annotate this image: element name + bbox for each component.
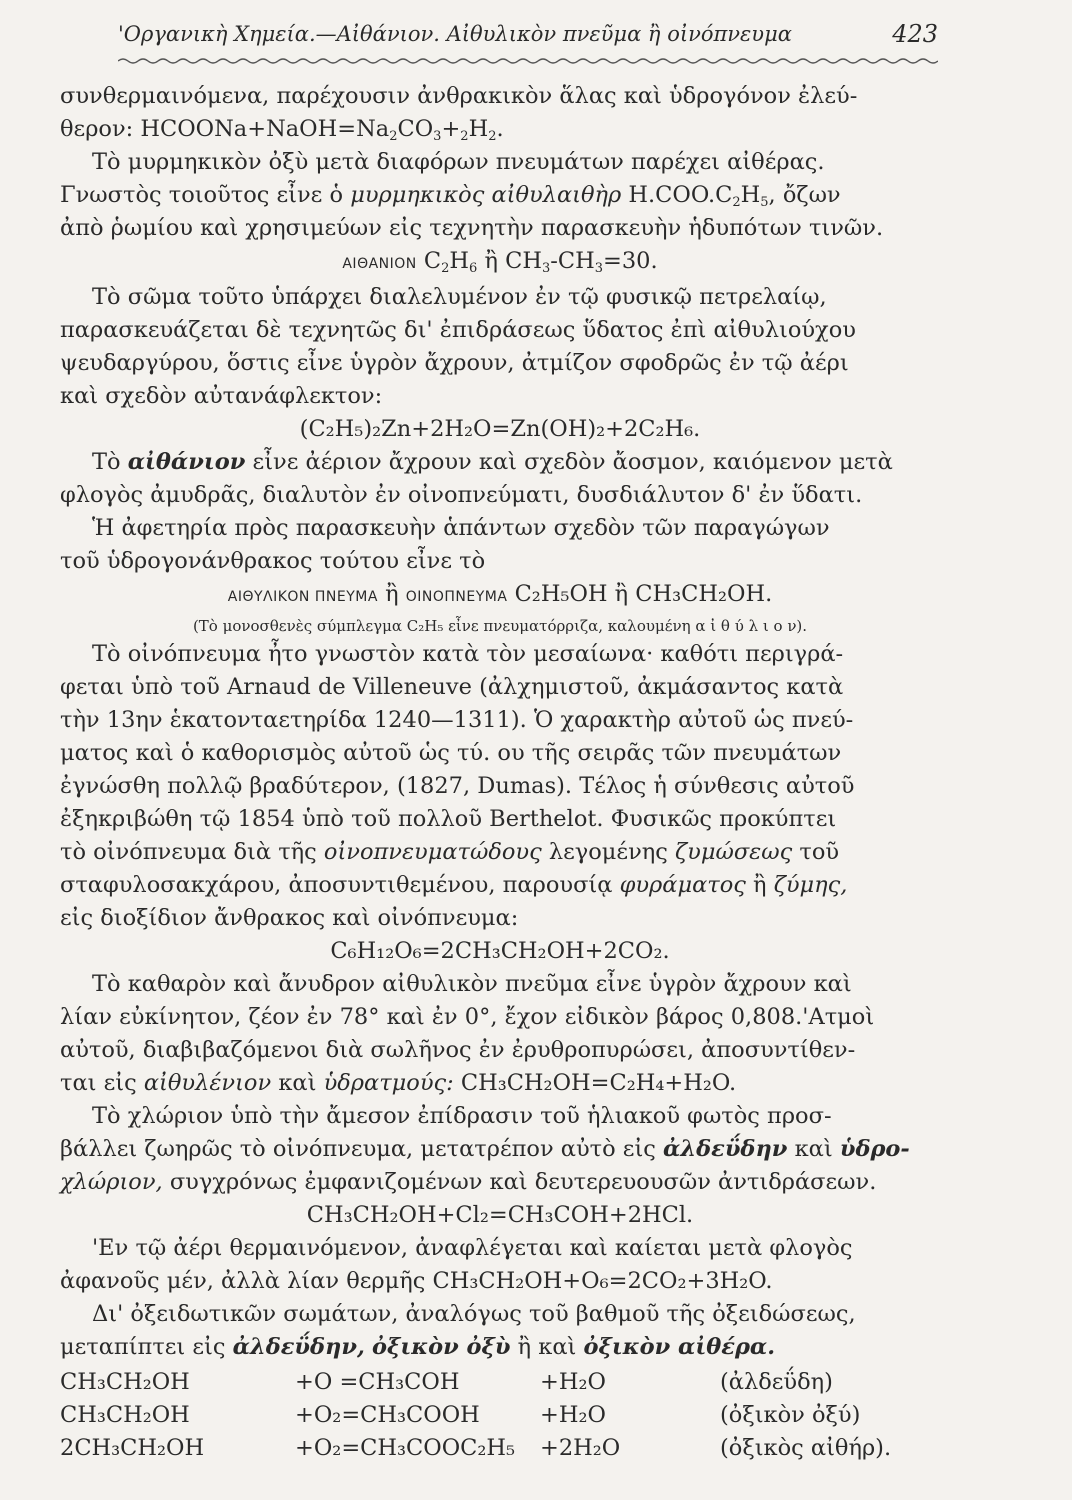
text-line: ἀπὸ ῥωμίου καὶ χρησιμεύων εἰς τεχνητὴν παρασκευὴν ἡδυπότων τινῶν. [60, 215, 884, 241]
bold-term: ἀλδεΰδην [663, 1136, 788, 1162]
text-line: τοῦ ὑδρογονάνθρακος τούτου εἶνε τὸ [60, 548, 486, 574]
text-line: τὴν 13ην ἑκατονταετηρίδα 1240—1311). Ὁ χαρακτὴρ αὐτοῦ ὡς πνεύ- [60, 707, 854, 733]
text-line: συγχρόνως ἐμφανιζομένων καὶ δευτερευουσῶν ἀντιδράσεων. [169, 1169, 877, 1195]
italic-term: χλώριον, [60, 1169, 163, 1195]
byproduct: +2H₂O [540, 1435, 621, 1461]
byproduct: +H₂O [540, 1369, 606, 1395]
text-line: ἢ [753, 872, 767, 898]
text-line: Τὸ οἰνόπνευμα ἦτο γνωστὸν κατὰ τὸν μεσαίωνα· καθότι περιγρά- [92, 641, 844, 667]
text-line: ἐγνώσθη πολλῷ βραδύτερον, (1827, Dumas). Τέλος ἡ σύνθεσις αὐτοῦ [60, 773, 855, 799]
byproduct: +H₂O [540, 1402, 606, 1428]
equation-3: CH₃CH₂OH+Cl₂=CH₃COH+2HCl. [306, 1202, 694, 1228]
formula: H.COO.C [628, 182, 733, 208]
text-line: 'Εν τῷ ἀέρι θερμαινόμενον, ἀναφλέγεται καὶ καίεται μετὰ φλογὸς [92, 1235, 853, 1261]
italic-term: ζύμης, [773, 872, 848, 898]
text-line: φεται ὑπὸ τοῦ Arnaud de Villeneuve (ἀλχημιστοῦ, ἀκμάσαντος κατὰ [60, 674, 844, 700]
heading-label: ΟΙΝΟΠΝΕΥΜΑ [405, 589, 508, 605]
text-line: ματος καὶ ὁ καθορισμὸς αὐτοῦ ὡς τύ. ου τῆς σειρᾶς τῶν πνευμάτων [60, 740, 842, 766]
text-line: τὸ οἰνόπνευμα διὰ τῆς [60, 839, 317, 865]
oxidant-product: +O₂=CH₃COOC₂H₅ [295, 1435, 516, 1461]
equation-2: C₆H₁₂O₆=2CH₃CH₂OH+2CO₂. [330, 938, 670, 964]
reaction-row [60, 1432, 940, 1465]
oxidant-product: +O₂=CH₃COOH [295, 1402, 480, 1428]
text-line: λεγομένης [548, 839, 668, 865]
product-name: (ὀξικὸν ὀξύ) [720, 1402, 861, 1428]
formula: C₂H₅OH ἢ CH₃CH₂OH. [514, 581, 773, 607]
header-wavy-rule [118, 56, 938, 66]
reactant: 2CH₃CH₂OH [60, 1435, 205, 1461]
oxidant-product: +O =CH₃COH [295, 1369, 460, 1395]
italic-term: οἰνοπνευματώδους [323, 839, 542, 865]
page-number: 423 [892, 20, 938, 48]
page-body [60, 80, 940, 1465]
text-line: τοῦ [799, 839, 840, 865]
text-line: καὶ [794, 1136, 833, 1162]
heading-label: ΑΙΘΑΝΙΟΝ [342, 256, 417, 272]
header-title: 'Οργανικὴ Χημεία.—Αἰθάνιον. Αἰθυλικὸν πνεῦμα ἢ οἰνόπνευμα [118, 22, 792, 46]
text-line: Τὸ [92, 449, 121, 475]
text-line: λίαν εὐκίνητον, ζέον ἐν 78° καὶ ἐν 0°, ἔχον εἰδικὸν βάρος 0,808.'Ατμοὶ [60, 1004, 875, 1030]
text-line: Γνωστὸς τοιοῦτος εἶνε ὁ [60, 182, 344, 208]
italic-term: φυράματος [619, 872, 746, 898]
section-heading-ethane: ΑΙΘΑΝΙΟΝ $C_2H_6$ ἢ $CH_3-CH_3=30$. [342, 248, 658, 276]
bold-term: αἰθάνιον [127, 449, 246, 475]
text-line: καὶ σχεδὸν αὐτανάφλεκτον: [60, 383, 383, 409]
text-line: Τὸ χλώριον ὑπὸ τὴν ἄμεσον ἐπίδρασιν τοῦ ἡλιακοῦ φωτὸς προσ- [92, 1103, 832, 1129]
text-line: ἢ καὶ [517, 1334, 577, 1360]
text-line: ται εἰς [60, 1070, 137, 1096]
formula: C [423, 248, 442, 274]
text-line: Τὸ μυρμηκικὸν ὀξὺ μετὰ διαφόρων πνευμάτων παρέχει αἰθέρας. [92, 149, 825, 175]
product-name: (ὀξικὸς αἰθήρ). [720, 1435, 892, 1461]
reaction-row [60, 1399, 940, 1432]
text-line: ἐξηκριβώθη τῷ 1854 ὑπὸ τοῦ πολλοῦ Berthelot. Φυσικῶς προκύπτει [60, 806, 837, 832]
italic-term: αἰθυλένιον [143, 1070, 272, 1096]
running-header [118, 18, 938, 54]
equation-1: (C₂H₅)₂Zn+2H₂O=Zn(OH)₂+2C₂H₆. [299, 416, 701, 442]
text-line: καὶ [278, 1070, 317, 1096]
para-1: συνθερμαινόμενα, παρέχουσιν ἀνθρακικὸν ἅλας καὶ ὑδρογόνον ἐλεύ- θερον: $HCOONa+NaOH=Na_2CO_3+_2H_2$. [60, 83, 858, 144]
para-2: Τὸ μυρμηκικὸν ὀξὺ μετὰ διαφόρων πνευμάτων παρέχει αἰθέρας. Γνωστὸς τοιοῦτος εἶνε ὁ μυρμηκικὸς αἰθυλαιθὴρ $H.COO.C_2H_5$, ὄζων ἀπὸ ῥωμίου καὶ χρησιμεύων εἰς τεχνητὴν παρασκευὴν ἡδυπότων τινῶν. [60, 149, 884, 241]
text-line: φλογὸς ἀμυδρᾶς, διαλυτὸν ἐν οἰνοπνεύματι, δυσδιάλυτον δ' ἐν ὕδατι. [60, 482, 863, 508]
bold-term: ὑδρο- [839, 1136, 910, 1162]
text-line: θερον: HCOONa+NaOH=Na [60, 116, 390, 142]
formula: =30. [602, 248, 658, 274]
para-6 [60, 638, 940, 935]
text-line: Τὸ καθαρὸν καὶ ἄνυδρον αἰθυλικὸν πνεῦμα εἶνε ὑγρὸν ἄχρουν καὶ [92, 971, 852, 997]
text-line: σταφυλοσακχάρου, ἀποσυντιθεμένου, παρουσίᾳ [60, 872, 613, 898]
formula: ἢ CH [484, 248, 542, 274]
formula: CH₃CH₂OH=C₂H₄+H₂O. [460, 1070, 737, 1096]
text-line: παρασκευάζεται δὲ τεχνητῶς δι' ἐπιδράσεως ὕδατος ἐπὶ αἰθυλιούχου [60, 317, 856, 343]
bold-term: ὀξικὸν αἰθέρα. [583, 1334, 776, 1360]
para-9 [60, 1232, 940, 1298]
para-3 [60, 281, 940, 413]
bold-term: ὀξικὸν ὀξὺ [372, 1334, 511, 1360]
heading-label: ΑΙΘΥΛΙΚΟΝ ΠΝΕΥΜΑ [227, 589, 378, 605]
para-8 [60, 1100, 940, 1199]
text-line: εἰς διοξίδιον ἄνθρακος καὶ οἰνόπνευμα: [60, 905, 519, 931]
bold-term: ἀλδεΰδην, [232, 1334, 365, 1360]
text-line: Ἡ ἀφετηρία πρὸς παρασκευὴν ἁπάντων σχεδὸν τῶν παραγώγων [92, 515, 830, 541]
reactant: CH₃CH₂OH [60, 1369, 190, 1395]
italic-term: ὑδρατμούς: [323, 1070, 454, 1096]
text-line: ἀφανοῦς μέν, ἀλλὰ λίαν θερμῆς CH₃CH₂OH+O₆=2CO₂+3H₂O. [60, 1268, 773, 1294]
text-line: αὐτοῦ, διαβιβαζόμενοι διὰ σωλῆνος ἐν ἐρυθροπυρώσει, ἀποσυντίθεν- [60, 1037, 856, 1063]
product-name: (ἀλδεΰδη) [720, 1369, 833, 1395]
text-line: , ὄζων [768, 182, 841, 208]
reactant: CH₃CH₂OH [60, 1402, 190, 1428]
italic-term: μυρμηκικὸς αἰθυλαιθὴρ [350, 182, 622, 208]
para-5 [60, 512, 940, 578]
text-line: βάλλει ζωηρῶς τὸ οἰνόπνευμα, μετατρέπον αὐτὸ εἰς [60, 1136, 656, 1162]
reaction-row [60, 1366, 940, 1399]
section-heading-ethanol [60, 578, 940, 614]
italic-term: ζυμώσεως [674, 839, 793, 865]
text-line: εἶνε ἀέριον ἄχρουν καὶ σχεδὸν ἄοσμον, καιόμενον μετὰ [252, 449, 893, 475]
text-line: συνθερμαινόμενα, παρέχουσιν ἀνθρακικὸν ἅλας καὶ ὑδρογόνον ἐλεύ- [60, 83, 858, 109]
para-10 [60, 1298, 940, 1364]
para-4 [60, 446, 940, 512]
text-line: Δι' ὀξειδωτικῶν σωμάτων, ἀναλόγως τοῦ βαθμοῦ τῆς ὀξειδώσεως, [92, 1301, 856, 1327]
text-line: Τὸ σῶμα τοῦτο ὑπάρχει διαλελυμένον ἐν τῷ φυσικῷ πετρελαίῳ, [92, 284, 827, 310]
footnote-radical: (Τὸ μονοσθενὲς σύμπλεγμα C₂H₅ εἶνε πνευματόρριζα, καλουμένη α ἰ θ ύ λ ι ο ν). [192, 617, 808, 635]
para-7 [60, 968, 940, 1100]
text-line: ἢ [385, 581, 399, 607]
oxidation-reactions-table [60, 1366, 940, 1465]
text-line: μεταπίπτει εἰς [60, 1334, 226, 1360]
text-line: ψευδαργύρου, ὅστις εἶνε ὑγρὸν ἄχρουν, ἀτμίζον σφοδρῶς ἐν τῷ ἀέρι [60, 350, 849, 376]
